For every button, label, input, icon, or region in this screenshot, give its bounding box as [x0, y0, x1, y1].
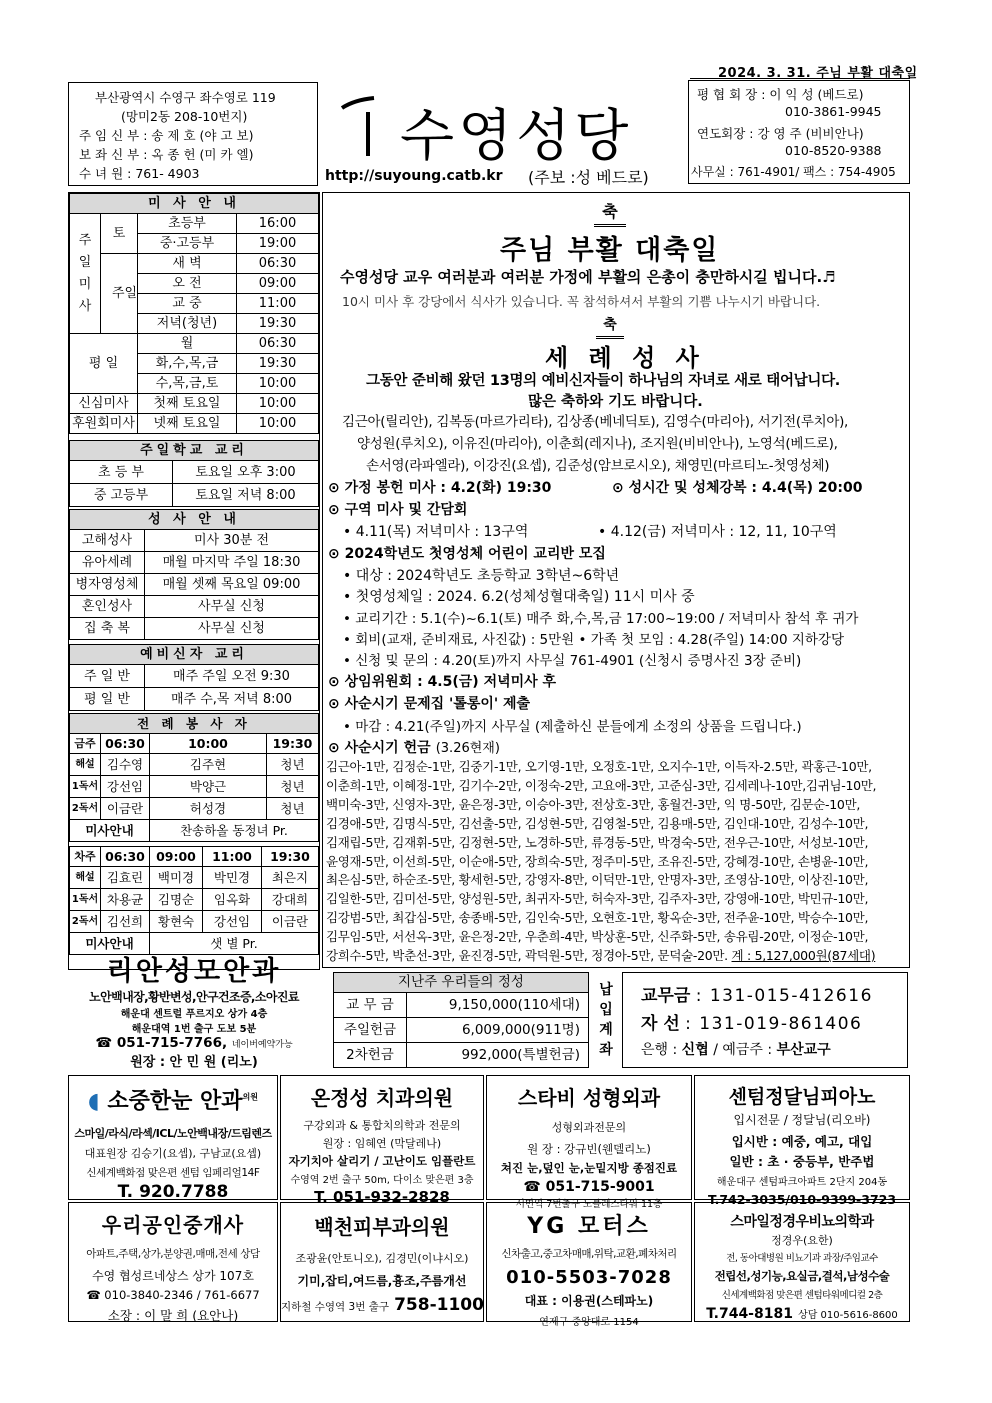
- ad-a1-phone: T. 920.7788: [117, 1182, 229, 1202]
- ad-b1-line: 아파트,주택,상가,분양권,매매,전세 상담: [86, 1248, 260, 1260]
- offering-table: [333, 972, 589, 1068]
- sacraments-table: [69, 509, 319, 640]
- mass-schedule-table: [69, 193, 319, 434]
- servers-head: 금주: [70, 734, 101, 754]
- catechumen-table: [69, 644, 319, 711]
- sacrament-name: 고해성사: [70, 530, 145, 552]
- visit-mass-notice: ⊙ 가정 봉헌 미사 : 4.2(화) 19:30: [328, 480, 552, 496]
- offering-title: 지난주 우리들의 정성: [334, 973, 589, 993]
- donor-line: 윤영재-5만, 이선희-5만, 이순애-5만, 장희숙-5만, 정주미-5만, 조유진-5만, 강혜경-10만, 손병윤-10만,: [326, 853, 869, 869]
- baptism-names-3: 손서영(라파엘라), 이강진(요셉), 김준성(암브로시오), 채영민(마르티노-첫영성체): [366, 458, 830, 474]
- account-box: [622, 972, 908, 1068]
- server: 차용균: [101, 889, 150, 911]
- supporter-mass-day: 넷째 토요일: [138, 414, 237, 434]
- feast-meal-notice: 10시 미사 후 강당에서 식사가 있습니다. 꼭 참석하셔서 부활의 기쁨 나누시기 바랍니다.: [342, 294, 821, 309]
- feast-title: 주님 부활 대축일: [500, 235, 720, 266]
- ad-a3-line: 원 장 : 강규빈(웬델리노): [527, 1142, 651, 1156]
- ad-a1-line: 스마일/라식/라섹/ICL/노안백내장/드림렌즈: [74, 1127, 272, 1140]
- ad-a4-phone: T.742-3035/010-9399-3723: [707, 1192, 897, 1207]
- baptism-names-1: 김근아(릴리안), 김복동(마르가리타), 김상종(베네딕토), 김영수(마리아), 서기전(루치아),: [342, 414, 849, 430]
- ad-dental: [280, 1075, 484, 1206]
- ad-b3-line: 연제구 중앙대로 1154: [539, 1317, 639, 1328]
- parish-logo: [330, 84, 685, 169]
- district-mass-1: • 4.11(목) 저녁미사 : 13구역: [343, 524, 529, 540]
- sacrament-info: 사무실 신청: [145, 596, 319, 618]
- ad-b3-line: 신차출고,중고차매매,위탁,교환,폐차처리: [501, 1248, 677, 1260]
- servers-head: 19:30: [262, 847, 319, 867]
- mass-row-time: 06:30: [237, 254, 319, 274]
- server: 임옥화: [203, 889, 262, 911]
- weekday-label: 평 일: [70, 334, 138, 394]
- ad-urology: [694, 1202, 910, 1322]
- server: 김명순: [150, 889, 203, 911]
- server: 강선임: [203, 911, 262, 933]
- ad-realtor: [68, 1202, 278, 1322]
- sacraments-title: 성 사 안 내: [70, 510, 319, 530]
- district-mass-2: • 4.12(금) 저녁미사 : 12, 11, 10구역: [598, 524, 837, 540]
- donor-line: 김경애-5만, 김명식-5만, 김선출-5만, 김성현-5만, 김영철-5만, 김용매-5만, 김인대-10만, 김성수-10만,: [326, 815, 869, 831]
- devotion-mass-day: 첫째 토요일: [138, 394, 237, 414]
- ad-b3-line: 대표 : 이용권(스테파노): [524, 1294, 654, 1308]
- ad-a4-line: 입시반 : 예중, 예고, 대입: [731, 1134, 873, 1149]
- eye-clinic-director: 원장 : 안 민 원 (리노): [130, 1055, 258, 1070]
- weekday-time: 19:30: [237, 354, 319, 374]
- offering-amount: 9,150,000(110세대): [407, 993, 589, 1018]
- ad-a3-line: 쳐진 눈,덮인 눈,눈밑지방 종점진료: [500, 1161, 678, 1175]
- ad-b2-line: 조광윤(안토니오), 김경민(이냐시오): [295, 1252, 469, 1265]
- charity-account: 자 선 : 131-019-861406: [641, 1014, 863, 1034]
- weekday-day: 수,목,금,토: [138, 374, 237, 394]
- server: 청년: [267, 776, 319, 798]
- mass-row-time: 19:30: [237, 314, 319, 334]
- tithe-label: 교무금: [641, 986, 691, 1006]
- eye-clinic-directions: 해운대역 1번 출구 도보 5분: [131, 1024, 257, 1035]
- eye-clinic-phone-row: [70, 1035, 318, 1051]
- mass-row-time: 11:00: [237, 294, 319, 314]
- first-communion-item: • 첫영성체일 : 2024. 6.2(성체성혈대축일) 11시 미사 중: [343, 589, 695, 605]
- server: 황현숙: [150, 911, 203, 933]
- server: 김수영: [101, 754, 150, 776]
- lent-offering-title: ⊙ 사순시기 헌금: [328, 740, 431, 756]
- sacrament-info: 미사 30분 전: [145, 530, 319, 552]
- role: 2독서: [70, 798, 101, 820]
- ad-b2-phone-row: 지하철 수영역 3번 출구 758-1100: [281, 1295, 484, 1315]
- ad-a1-title-row: ◖ 소중한눈 안과$^{의원}$: [88, 1089, 258, 1114]
- legion-president-phone: 010-8520-9388: [785, 143, 882, 158]
- sunday-label: 주일: [101, 254, 138, 334]
- server: 김선희: [101, 911, 150, 933]
- servers-table-next-week: [69, 846, 319, 955]
- eye-clinic-name: 리안성모안과: [106, 956, 282, 987]
- baptism-line2: 많은 축하와 기도 바랍니다.: [528, 394, 703, 410]
- mass-row-name: 저녁(청년): [138, 314, 237, 334]
- weekday-time: 10:00: [237, 374, 319, 394]
- lent-offering-heading: [328, 737, 500, 757]
- offering-kind: 교 무 금: [334, 993, 407, 1018]
- supporter-mass: 후원회미사: [70, 414, 138, 434]
- ad-b4-title: 스마일정경우비뇨의학과: [730, 1214, 874, 1230]
- devotion-mass: 신심미사: [70, 394, 138, 414]
- school-time: 토요일 저녁 8:00: [173, 484, 319, 507]
- guide-label: 미사안내: [70, 820, 150, 842]
- sunday-mass-label: 주일미사: [70, 214, 101, 334]
- address-line1: 부산광역시 수영구 좌수영로 119: [95, 90, 276, 105]
- ad-a2-line: 수영역 2번 출구 50m, 다이소 맞은편 3층: [290, 1175, 474, 1186]
- ad-dermatology: [280, 1202, 484, 1322]
- first-communion-item: • 회비(교재, 준비재료, 사진값) : 5만원 • 가족 첫 모임 : 4.28(주일) 14:00 지하강당: [343, 632, 844, 648]
- district-mass-title: ⊙ 구역 미사 및 간담회: [328, 502, 468, 518]
- mass-row-name: 오 전: [138, 274, 237, 294]
- mass-row-time: 09:00: [237, 274, 319, 294]
- servers-head: 06:30: [101, 847, 150, 867]
- catechumen-class: 주 일 반: [70, 665, 145, 688]
- mass-row-time: 19:00: [237, 234, 319, 254]
- servers-table-this-week: [69, 713, 319, 842]
- server: 최은지: [262, 867, 319, 889]
- donor-total: 계 : 5,127,000원(87세대): [731, 948, 876, 964]
- server: 강선임: [101, 776, 150, 798]
- servers-title: 전 례 봉 사 자: [70, 714, 319, 734]
- ad-b4-line: 정경우(요한): [771, 1234, 833, 1247]
- donor-line: 최은심-5만, 하순조-5만, 황세헌-5만, 강영자-8만, 이덕만-1만, 안명자-3만, 조영삼-10만, 이상진-10만,: [326, 872, 869, 888]
- donor-line: 김일한-5만, 김미선-5만, 양성원-5만, 최귀자-5만, 허숙자-3만, 김주자-3만, 강영애-10만, 박민규-10만,: [326, 891, 869, 907]
- ad-a2-line: 구강외과 & 통합치의학과 전문의: [303, 1119, 461, 1132]
- ad-a3-line: 성형외과전문의: [551, 1121, 627, 1134]
- role: 해설: [70, 867, 101, 889]
- baptism-title: 세 례 성 사: [545, 344, 705, 372]
- header-left-box: [68, 82, 318, 186]
- feast-greeting: 수영성당 교우 여러분과 여러분 가정에 부활의 은총이 충만하시길 빕니다.♬: [340, 268, 836, 286]
- eye-clinic-phone: ☎ 051-715-7766,: [95, 1035, 228, 1051]
- offering-kind: 2차헌금: [334, 1043, 407, 1068]
- legion-president: 연도회장 : 강 영 주 (비비안나): [697, 126, 864, 141]
- server: 강대희: [262, 889, 319, 911]
- ad-a3-phone: ☎ 051-715-9001: [523, 1179, 655, 1195]
- feast-badge-text: 축: [602, 202, 618, 221]
- donor-line: 김강범-5만, 최갑심-5만, 송종배-5만, 김인숙-5만, 오현호-1만, 황옥순-3만, 전주윤-10만, 박승수-10만,: [326, 910, 869, 926]
- sacrament-info: 사무실 신청: [145, 618, 319, 640]
- mass-row-name: 초등부: [138, 214, 237, 234]
- baptism-line1: 그동안 준비해 왔던 13명의 예비신자들이 하나님의 자녀로 새로 태어납니다.: [366, 373, 840, 389]
- ad-b3-title: YG 모터스: [527, 1214, 651, 1239]
- ad-a4-line: 입시전문 / 정달님(리오바): [733, 1113, 871, 1127]
- sacrament-name: 유아세례: [70, 552, 145, 574]
- donor-list: [326, 758, 910, 966]
- ad-a2-phone: T. 051-932-2828: [314, 1188, 450, 1206]
- ad-b1-line: ☎ 010-3840-2346 / 761-6677: [86, 1288, 260, 1302]
- school-time: 토요일 오후 3:00: [173, 461, 319, 484]
- ad-b4-line: 전립선,성기능,요실금,결석,남성수술: [714, 1269, 890, 1283]
- logo-mark-icon: [336, 90, 396, 160]
- donor-line: 김재립-5만, 김재휘-5만, 김정현-5만, 노경하-5만, 류경동-5만, 박경숙-5만, 전우근-10만, 서성보-10만,: [326, 834, 869, 850]
- baptism-badge: [594, 314, 626, 340]
- baptism-badge-text: 축: [603, 317, 617, 333]
- ad-b1-line: 소장 : 이 말 희 (요안나): [107, 1308, 239, 1323]
- first-communion-item: • 대상 : 2024학년도 초등학교 3학년~6학년: [343, 568, 620, 584]
- donor-line: 김무임-5만, 서선옥-3만, 윤은정-2만, 우춘희-4만, 박상훈-5만, 신주화-5만, 송유림-20만, 이정순-10만,: [326, 929, 869, 945]
- server: 이금란: [262, 911, 319, 933]
- saturday-label: 토: [101, 214, 138, 254]
- sacrament-info: 매월 셋째 목요일 09:00: [145, 574, 319, 596]
- ad-a4-line: 해운대구 센텀파크아파트 2단지 204동: [716, 1177, 888, 1188]
- bulletin-date: 2024. 3. 31. 주님 부활 대축일: [718, 66, 918, 81]
- header-right-box: [688, 80, 910, 184]
- ad-a4-title: 센텀정달님피아노: [728, 1086, 876, 1108]
- catechumen-title: 예비신자 교리: [70, 645, 319, 665]
- parish-url[interactable]: http://suyoung.catb.kr: [325, 168, 503, 184]
- donor-last-line: 강희수-5만, 박춘선-3만, 윤진경-5만, 곽덕원-5만, 정경아-5만, 문덕술-20만. 계 : 5,127,000원(87세대): [326, 948, 876, 964]
- bank-info: 은행 : 신협 / 예금주 : 부산교구: [641, 1042, 831, 1058]
- role: 1독서: [70, 889, 101, 911]
- devotion-mass-time: 10:00: [237, 394, 319, 414]
- school-grade: 중 고등부: [70, 484, 173, 507]
- ad-b4-phone: T.744-8181: [706, 1306, 793, 1322]
- donor-line: 김근아-1만, 김정순-1만, 김중기-1만, 오기영-1만, 오정호-1만, 오지수-1만, 이득자-2.5만, 곽홍근-10만,: [326, 759, 872, 774]
- servers-head: 11:00: [203, 847, 262, 867]
- sacrament-name: 혼인성사: [70, 596, 145, 618]
- pastor: 주 임 신 부 : 송 제 호 (야 고 보): [79, 128, 254, 143]
- convent: 수 녀 원 : 761- 4903: [79, 166, 200, 181]
- role: 해설: [70, 754, 101, 776]
- server: 허성경: [150, 798, 267, 820]
- ad-piano: [694, 1075, 910, 1207]
- holy-hour-notice: ⊙ 성시간 및 성체강복 : 4.4(목) 20:00: [612, 480, 863, 496]
- offering-amount: 6,009,000(911명): [407, 1018, 589, 1043]
- guide-label: 미사안내: [70, 933, 150, 955]
- server: 김효린: [101, 867, 150, 889]
- catechumen-time: 매주 수,목 저녁 8:00: [145, 688, 319, 711]
- weekday-time: 06:30: [237, 334, 319, 354]
- donor-line: 백미숙-3만, 신영자-3만, 윤은정-3만, 이승아-3만, 전상호-3만, 홍월건-3만, 익 명-50만, 김문순-10만,: [326, 796, 861, 812]
- server: 박양근: [150, 776, 267, 798]
- ad-b2-line: 기미,잡티,여드름,흉조,주름개선: [297, 1274, 467, 1288]
- server: 김주현: [150, 754, 267, 776]
- badge-underline: [594, 224, 626, 227]
- weekday-day: 화,수,목,금: [138, 354, 237, 374]
- mass-row-name: 교 중: [138, 294, 237, 314]
- eye-clinic-location: 해운대 센트럴 푸르지오 상가 4층: [120, 1009, 268, 1020]
- server: 박민경: [203, 867, 262, 889]
- mass-title: 미 사 안 내: [70, 194, 319, 214]
- ad-a1-line: 신세계백화점 맞은편 센텀 임페리얼14F: [86, 1167, 260, 1179]
- ad-plastic-surgery: [486, 1075, 692, 1210]
- school-grade: 초 등 부: [70, 461, 173, 484]
- ad-b3-phone: 010-5503-7028: [506, 1267, 672, 1288]
- council-president: 평 협 회 장 : 이 익 성 (베드로): [697, 87, 864, 102]
- first-communion-title: ⊙ 2024학년도 첫영성체 어린이 교리반 모집: [328, 546, 606, 562]
- ad-b2-phone: 758-1100: [394, 1295, 484, 1315]
- guide-group: 찬송하올 동정녀 Pr.: [150, 820, 319, 842]
- ad-a3-line: 서면역 7번출구 노블레스타워 11층: [515, 1199, 663, 1210]
- ad-a4-line: 일반 : 초 · 중등부, 반주법: [729, 1154, 875, 1169]
- committee-notice: ⊙ 상임위원회 : 4.5(금) 저녁미사 후: [328, 674, 557, 690]
- server: 청년: [267, 798, 319, 820]
- account-label: 납입계좌: [599, 982, 613, 1058]
- server: 이금란: [101, 798, 150, 820]
- servers-head: 차주: [70, 847, 101, 867]
- eye-logo-icon: ◖: [88, 1089, 100, 1114]
- catechumen-class: 평 일 반: [70, 688, 145, 711]
- ad-a2-line: 자기치아 살리기 / 고난이도 임플란트: [288, 1154, 476, 1168]
- weekday-day: 월: [138, 334, 237, 354]
- offering-amount: 992,000(특별헌금): [407, 1043, 589, 1068]
- workbook-title: ⊙ 사순시기 문제집 '톨롱이' 제출: [328, 696, 531, 712]
- feast-badge: [592, 200, 628, 228]
- donor-line: 이춘희-1만, 이혜정-1만, 김기수-2만, 이정숙-2만, 고요애-3만, 고준심-3만, 김세레나-10만,김귀님-10만,: [326, 777, 877, 793]
- ad-b1-line: 수영 협성르네상스 상가 107호: [92, 1269, 254, 1283]
- sacrament-info: 매월 마지막 주일 18:30: [145, 552, 319, 574]
- lent-offering-date: (3.26현재): [435, 741, 500, 756]
- eye-clinic-booking: 네이버예약가능: [231, 1040, 293, 1050]
- ad-a1-line: 대표원장 김승기(요셉), 구남교(요셉): [84, 1147, 262, 1160]
- ad-b1-title: 우리공인중개사: [101, 1213, 245, 1237]
- guide-group: 샛 별 Pr.: [150, 933, 319, 955]
- ad-b4-line: 신세계백화점 맞은편 센텀타워메디컬 2층: [721, 1290, 883, 1301]
- tithe-account: 교무금 : 131-015-412616: [641, 986, 873, 1006]
- workbook-deadline: • 마감 : 4.21(주일)까지 사무실 (제출하신 분들에게 소정의 상품을 드립니다.): [343, 719, 802, 735]
- ad-eye-clinic: [68, 1075, 278, 1200]
- servers-head: 06:30: [101, 734, 150, 754]
- servers-head: 19:30: [267, 734, 319, 754]
- server: 청년: [267, 754, 319, 776]
- sunday-school-title: 주일학교 교리: [70, 441, 319, 461]
- ad-motors: [486, 1202, 692, 1328]
- servers-head: 09:00: [150, 847, 203, 867]
- mass-row-time: 16:00: [237, 214, 319, 234]
- ad-b4-line: 전, 동아대병원 비뇨기과 과장/주임교수: [726, 1253, 878, 1264]
- patron-saint: (주보 :성 베드로): [528, 168, 649, 187]
- ad-a2-title: 온정성 치과의원: [310, 1086, 454, 1110]
- mass-row-name: 새 벽: [138, 254, 237, 274]
- catechumen-time: 매주 주일 오전 9:30: [145, 665, 319, 688]
- ad-b2-title: 백천피부과의원: [314, 1215, 450, 1239]
- office-contact: 사무실 : 761-4901/ 팩스 : 754-4905: [691, 165, 896, 179]
- assistant-pastor: 보 좌 신 부 : 옥 종 헌 (미 카 엘): [79, 147, 254, 162]
- eye-clinic-ad: [70, 956, 318, 1068]
- sacrament-name: 병자영성체: [70, 574, 145, 596]
- supporter-mass-time: 10:00: [237, 414, 319, 434]
- first-communion-item: • 신청 및 문의 : 4.20(토)까지 사무실 761-4901 (신청시 증명사진 3장 준비): [343, 653, 802, 669]
- server: 백미경: [150, 867, 203, 889]
- eye-clinic-services: 노안백내장,황반변성,안구건조증,소아진료: [89, 990, 299, 1004]
- council-president-phone: 010-3861-9945: [785, 104, 882, 119]
- role: 1독서: [70, 776, 101, 798]
- date-underline: [690, 78, 910, 79]
- sunday-school-table: [69, 440, 319, 507]
- mass-row-name: 중·고등부: [138, 234, 237, 254]
- ad-a3-title: 스타비 성형외과: [517, 1086, 661, 1110]
- offering-kind: 주일헌금: [334, 1018, 407, 1043]
- baptism-names-2: 양성원(루치오), 이유진(마리아), 이춘희(레지나), 조지원(비비안나), 노영석(베드로),: [357, 436, 838, 452]
- ad-b4-phone-row: T.744-8181 상담 010-5616-8600: [706, 1306, 898, 1322]
- ad-a2-line: 원장 : 임혜연 (막달레나): [322, 1137, 442, 1150]
- address-line2: (망미2동 208-10번지): [121, 109, 248, 124]
- charity-label: 자 선: [641, 1014, 680, 1034]
- logo-text: 수영성당: [400, 104, 633, 169]
- servers-head: 10:00: [150, 734, 267, 754]
- role: 2독서: [70, 911, 101, 933]
- sacrament-name: 집 축 복: [70, 618, 145, 640]
- first-communion-item: • 교리기간 : 5.1(수)~6.1(토) 매주 화,수,목,금 17:00~19:00 / 저녁미사 참석 후 귀가: [343, 611, 859, 627]
